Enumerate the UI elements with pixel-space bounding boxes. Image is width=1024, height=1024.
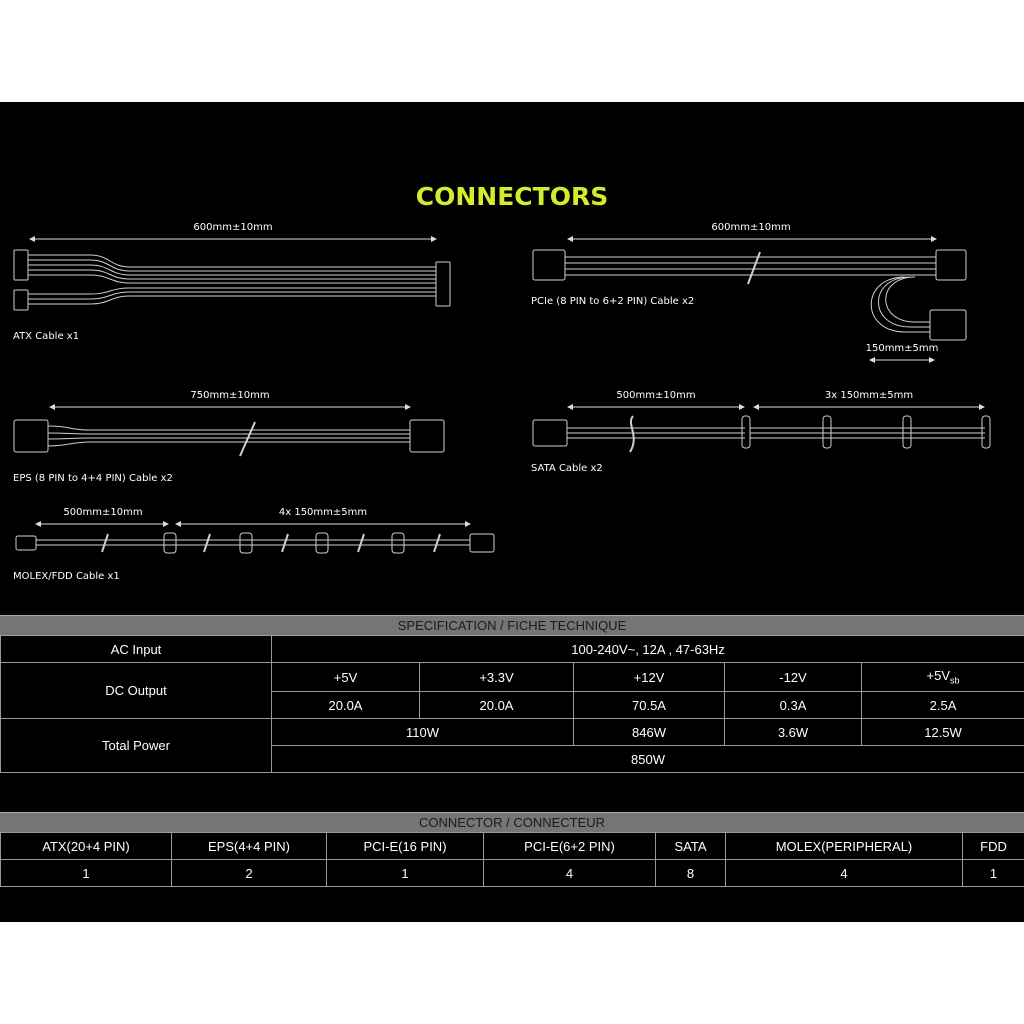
page-title: CONNECTORS (415, 182, 609, 211)
rail-3v3: +3.3V (420, 663, 574, 692)
connector-header-row (1, 833, 1024, 860)
pcie-caption: PCIe (8 PIN to 6+2 PIN) Cable x2 (531, 296, 695, 307)
sata-split-length: 3x 150mm±5mm (824, 390, 914, 401)
power-neg12v: 3.6W (725, 719, 862, 746)
rail-5v: +5V (272, 663, 420, 692)
sata-caption: SATA Cable x2 (531, 463, 603, 474)
ac-label: AC Input (1, 636, 272, 663)
ac-value: 100-240V~, 12A , 47-63Hz (272, 636, 1024, 663)
col-fdd: FDD (963, 833, 1024, 860)
val-fdd: 1 (963, 860, 1024, 887)
val-pcie16: 1 (327, 860, 484, 887)
current-3v3: 20.0A (420, 692, 574, 719)
pcie-length: 600mm±10mm (711, 222, 791, 233)
current-12v: 70.5A (574, 692, 725, 719)
col-atx: ATX(20+4 PIN) (1, 833, 172, 860)
ac-row (1, 636, 1024, 663)
rail-row (1, 663, 1024, 692)
col-molex: MOLEX(PERIPHERAL) (726, 833, 963, 860)
val-pcie62: 4 (484, 860, 656, 887)
current-5vsb: 2.5A (862, 692, 1024, 719)
power-5vsb: 12.5W (862, 719, 1024, 746)
connector-table (0, 832, 1024, 887)
sata-cable-drawing (533, 416, 990, 452)
current-neg12v: 0.3A (725, 692, 862, 719)
val-atx: 1 (1, 860, 172, 887)
col-sata: SATA (656, 833, 726, 860)
power-12v: 846W (574, 719, 725, 746)
product-panel (0, 102, 1024, 922)
col-pcie16: PCI-E(16 PIN) (327, 833, 484, 860)
molex-cable-drawing (16, 533, 494, 553)
total-power: 850W (272, 746, 1024, 773)
current-5v: 20.0A (272, 692, 420, 719)
col-eps: EPS(4+4 PIN) (172, 833, 327, 860)
col-pcie62: PCI-E(6+2 PIN) (484, 833, 656, 860)
sata-length: 500mm±10mm (616, 390, 696, 401)
atx-caption: ATX Cable x1 (13, 331, 80, 342)
val-molex: 4 (726, 860, 963, 887)
pcie-cable-drawing (533, 250, 966, 340)
val-sata: 8 (656, 860, 726, 887)
power-row (1, 719, 1024, 746)
power-label: Total Power (1, 719, 272, 773)
spec-table (0, 635, 1024, 773)
atx-length: 600mm±10mm (193, 222, 273, 233)
eps-caption: EPS (8 PIN to 4+4 PIN) Cable x2 (13, 473, 173, 484)
molex-caption: MOLEX/FDD Cable x1 (13, 571, 120, 582)
pcie-split-length: 150mm±5mm (865, 343, 939, 354)
molex-split-length: 4x 150mm±5mm (278, 507, 368, 518)
rail-neg12v: -12V (725, 663, 862, 692)
rail-5vsb: $+5V_{sb}$ (862, 663, 1024, 692)
dc-label: DC Output (1, 663, 272, 719)
val-eps: 2 (172, 860, 327, 887)
rail-12v: +12V (574, 663, 725, 692)
atx-cable-drawing (14, 250, 450, 310)
eps-cable-drawing (14, 420, 444, 456)
spec-header: SPECIFICATION / FICHE TECHNIQUE (0, 615, 1024, 636)
molex-length: 500mm±10mm (63, 507, 143, 518)
connector-value-row (1, 860, 1024, 887)
power-5v-3v3: 110W (272, 719, 574, 746)
connector-header: CONNECTOR / CONNECTEUR (0, 812, 1024, 833)
eps-length: 750mm±10mm (190, 390, 270, 401)
